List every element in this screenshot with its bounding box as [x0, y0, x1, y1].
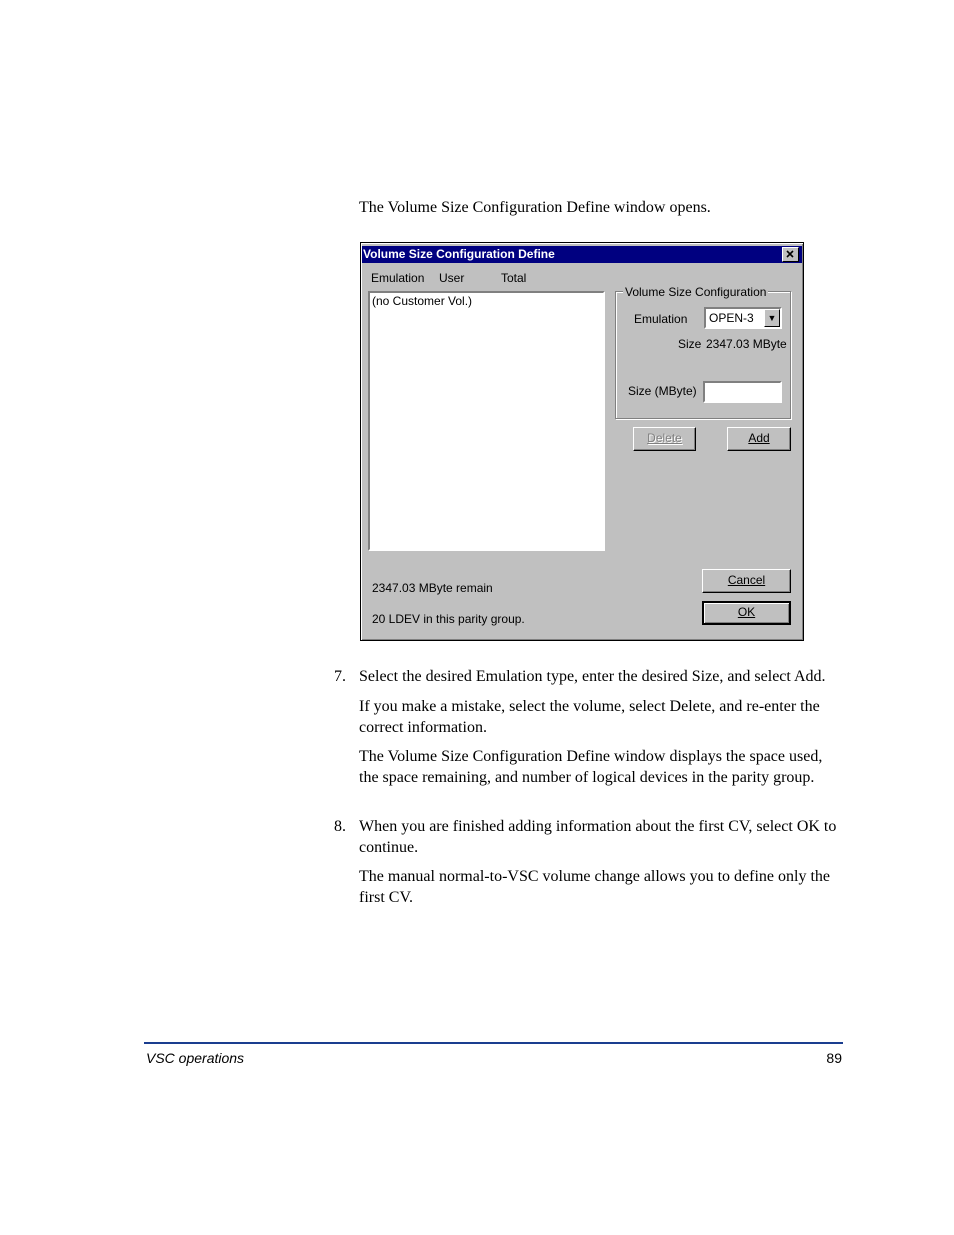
emulation-select[interactable] — [704, 307, 782, 329]
size-label: Size — [678, 337, 702, 351]
footer-divider — [144, 1042, 843, 1044]
step-number: 7. — [334, 668, 346, 685]
dialog-title: Volume Size Configuration Define — [363, 247, 555, 261]
add-button[interactable]: Add — [727, 427, 791, 451]
volume-size-dialog — [360, 242, 804, 641]
paragraph-display: The Volume Size Configuration Define window displays the space used, the space remaining, and number of logical devices in the parity group. — [359, 748, 823, 786]
group-label: Volume Size Configuration — [625, 285, 767, 299]
paragraph-mistake: If you make a mistake, select the volume, select Delete, and re-enter the correct information. — [359, 698, 820, 736]
page-number: 89 — [826, 1050, 842, 1066]
column-header-total[interactable]: Total — [501, 271, 527, 285]
step-text: When you are finished adding information about the first CV, select OK to continue. — [359, 818, 837, 856]
remain-text: 2347.03 MByte remain — [372, 581, 493, 595]
footer-section: VSC operations — [146, 1050, 245, 1066]
emulation-label: Emulation — [634, 312, 688, 326]
column-header-user[interactable]: User — [439, 271, 465, 285]
list-item[interactable]: (no Customer Vol.) — [372, 294, 473, 308]
delete-button[interactable]: Delete — [633, 427, 696, 451]
emulation-value: OPEN-3 — [709, 311, 754, 325]
intro-text: The Volume Size Configuration Define window opens. — [359, 199, 711, 216]
close-button[interactable] — [782, 247, 799, 262]
step-text: Select the desired Emulation type, enter the desired Size, and select Add. — [359, 668, 826, 685]
volume-list[interactable] — [368, 291, 605, 551]
step-number: 8. — [334, 818, 346, 835]
size-mbyte-label: Size (MByte) — [628, 384, 697, 398]
column-header-emulation[interactable]: Emulation — [371, 271, 425, 285]
dialog-titlebar[interactable] — [362, 246, 802, 263]
size-input[interactable] — [703, 381, 782, 403]
dropdown-button[interactable] — [764, 309, 780, 327]
paragraph-manual: The manual normal-to-VSC volume change allows you to define only the first CV. — [359, 868, 830, 906]
size-value: 2347.03 MByte — [706, 337, 787, 351]
close-icon — [783, 248, 798, 261]
ok-button[interactable]: OK — [702, 601, 791, 625]
cancel-button[interactable]: Cancel — [702, 569, 791, 593]
chevron-down-icon: ▼ — [767, 313, 777, 323]
ldev-text: 20 LDEV in this parity group. — [372, 612, 525, 626]
